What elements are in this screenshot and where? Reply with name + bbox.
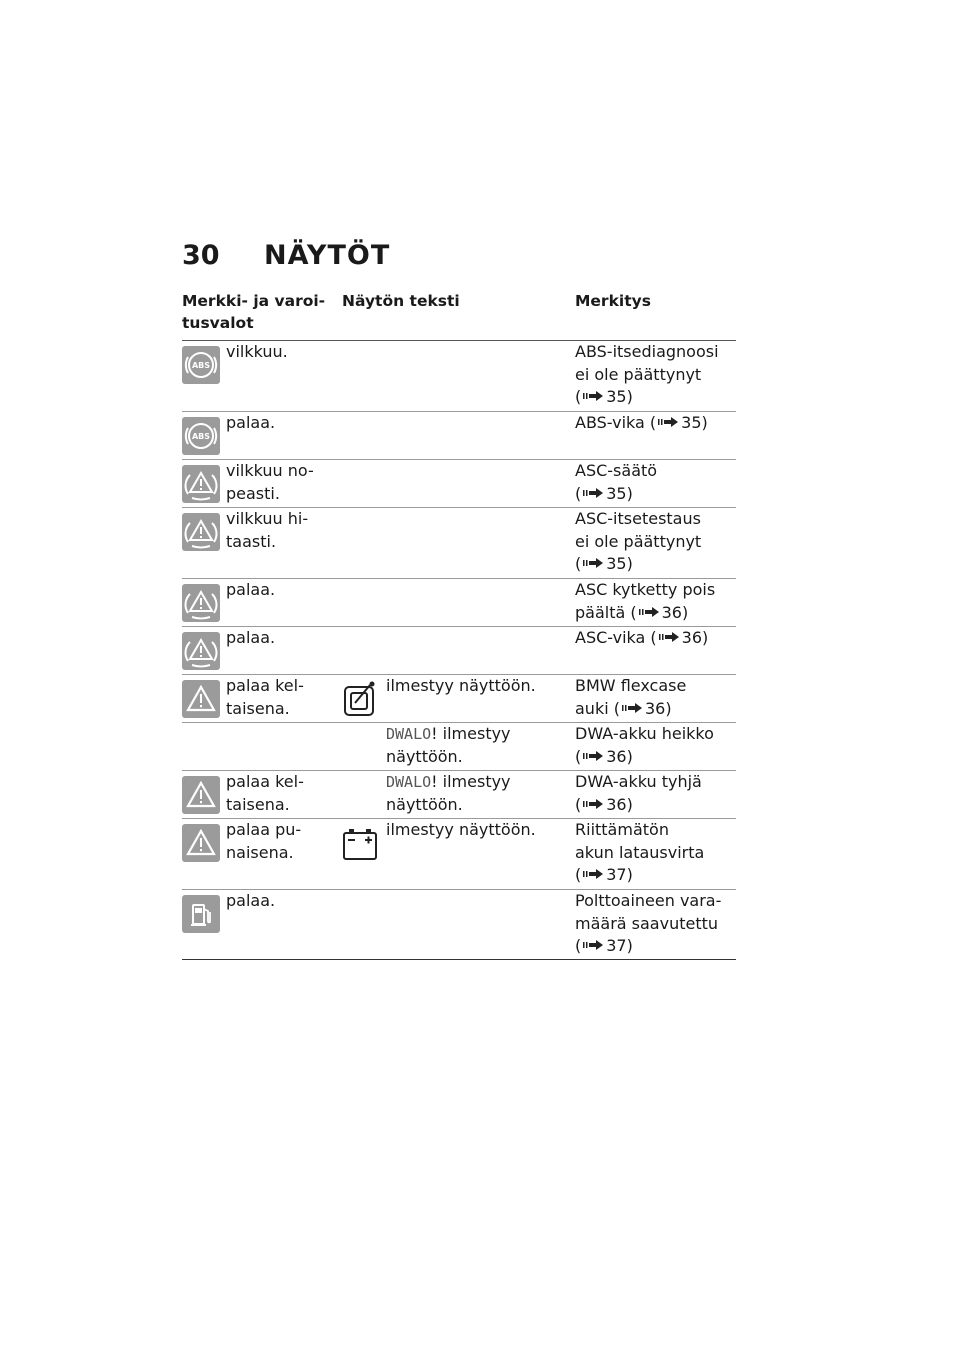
flexcase-icon (342, 679, 378, 719)
display-text: DWALO! ilmestyy näyttöön. (386, 772, 511, 814)
page-reference[interactable]: ( 35) (575, 554, 633, 573)
page-reference[interactable]: ( 37) (575, 936, 633, 955)
general-warning-icon (182, 776, 220, 814)
page-reference-arrow-icon (622, 703, 642, 713)
meaning-text: ABS-itsediagnoosi ei ole päättynyt ( 35) (575, 341, 735, 409)
page-reference[interactable]: päältä ( 36) (575, 602, 689, 622)
table-row (182, 627, 736, 675)
table-row (182, 460, 736, 508)
table-row (182, 819, 736, 890)
table-row (182, 508, 736, 579)
table-row (182, 412, 736, 460)
abs-warning-icon (182, 417, 220, 455)
table-row (182, 771, 736, 819)
page-reference-arrow-icon (583, 391, 603, 401)
column-header-meaning: Merkitys (575, 292, 651, 310)
page-reference[interactable]: auki ( 36) (575, 698, 672, 718)
page-reference-arrow-icon (583, 869, 603, 879)
symbol-state-text: palaa pu- naisena. (226, 820, 302, 862)
svg-text:ABS: ABS (191, 361, 211, 370)
table-row (182, 723, 736, 771)
page-number: 30 (182, 240, 220, 271)
symbol-state-text: vilkkuu no- peasti. (226, 461, 314, 503)
symbol-state-text: vilkkuu. (226, 342, 288, 361)
symbol-state-text: palaa. (226, 413, 276, 432)
asc-warning-icon (182, 513, 220, 551)
page-reference-arrow-icon (583, 940, 603, 950)
fuel-pump-icon (182, 895, 220, 933)
meaning-text: ASC-säätö ( 35) (575, 460, 735, 505)
display-text: ilmestyy näyttöön. (386, 820, 536, 839)
chapter-title: NÄYTÖT (264, 240, 391, 271)
asc-warning-icon (182, 632, 220, 670)
indicator-table (182, 290, 736, 960)
meaning-text: ASC-itsetestaus ei ole päättynyt ( 35) (575, 508, 735, 576)
symbol-state-text: palaa kel- taisena. (226, 676, 304, 718)
page-reference[interactable]: ( 37) (575, 865, 633, 884)
symbol-state-text: palaa. (226, 628, 276, 647)
symbol-state-text: vilkkuu hi- taasti. (226, 509, 309, 551)
column-header-display-text: Näytön teksti (342, 292, 460, 310)
page-reference[interactable]: ( 36) (575, 794, 633, 814)
display-text: DWALO! ilmestyy näyttöön. (386, 724, 511, 766)
general-warning-icon (182, 680, 220, 718)
symbol-state-text: palaa kel- taisena. (226, 772, 304, 814)
meaning-text (575, 627, 735, 650)
page-reference-arrow-icon (659, 632, 679, 642)
table-row (182, 579, 736, 627)
symbol-state-text: palaa. (226, 580, 276, 599)
meaning-text: Polttoaineen vara- määrä saavutettu ( 37) (575, 890, 735, 958)
display-text: ilmestyy näyttöön. (386, 676, 536, 695)
asc-warning-icon (182, 465, 220, 503)
symbol-state-text: palaa. (226, 891, 276, 910)
meaning-text (575, 412, 735, 435)
table-body (182, 341, 736, 960)
table-row (182, 341, 736, 412)
meaning-text: ASC kytketty pois päältä ( 36) (575, 579, 735, 624)
page-reference[interactable]: ABS-vika ( 35) (575, 413, 708, 432)
display-code: DWALO (386, 725, 432, 743)
page-reference[interactable]: ASC-vika ( 36) (575, 628, 709, 647)
page-reference-arrow-icon (583, 488, 603, 498)
page-reference[interactable]: ( 35) (575, 387, 633, 406)
page-reference-arrow-icon (583, 558, 603, 568)
asc-warning-icon (182, 584, 220, 622)
table-header (182, 290, 736, 341)
abs-warning-icon (182, 346, 220, 384)
table-row (182, 890, 736, 960)
page-reference-arrow-icon (583, 799, 603, 809)
page-reference-arrow-icon (658, 417, 678, 427)
page-reference-arrow-icon (583, 751, 603, 761)
general-warning-icon (182, 824, 220, 862)
battery-icon (342, 823, 378, 863)
meaning-text: DWA-akku tyhjä ( 36) (575, 771, 735, 816)
table-row (182, 675, 736, 723)
page-reference[interactable]: ( 36) (575, 746, 633, 766)
svg-text:ABS: ABS (191, 432, 211, 441)
meaning-text: BMW flexcase auki ( 36) (575, 675, 735, 720)
display-code: DWALO (386, 773, 432, 791)
column-header-symbol: Merkki- ja varoi- tusvalot (182, 292, 326, 332)
meaning-text: Riittämätön akun latausvirta ( 37) (575, 819, 735, 887)
page-reference[interactable]: ( 35) (575, 483, 633, 503)
page-reference-arrow-icon (639, 607, 659, 617)
meaning-text: DWA-akku heikko ( 36) (575, 723, 735, 768)
